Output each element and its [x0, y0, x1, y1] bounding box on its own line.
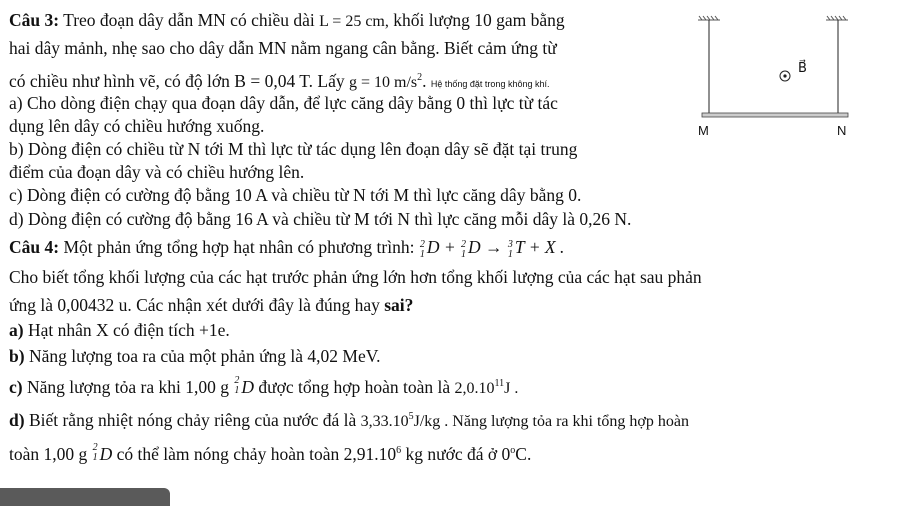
- q4-b: b) Năng lượng toa ra của một phản ứng là 4,02 MeV.: [9, 346, 381, 366]
- ceiling-right: [826, 16, 848, 20]
- q4-d1: d) Biết rằng nhiệt nóng chảy riêng của nước đá là 3,33.10$^5$J/kg . Năng lượng tỏa ra khi tổng hợp hoàn: [9, 409, 689, 430]
- q4-label: Câu 4:: [9, 237, 60, 257]
- q3-c: c) Dòng điện có cường độ bằng 10 A và chiều từ N tới M thì lực căng dây bằng 0.: [9, 185, 582, 205]
- q4-p1: Cho biết tổng khối lượng của các hạt trước phản ứng lớn hơn tổng khối lượng của các hạt sau phản: [9, 267, 702, 287]
- label-m: M: [698, 123, 709, 138]
- q3-line2: hai dây mảnh, nhẹ sao cho dây dẫn MN nằm ngang cân bằng. Biết cảm ứng từ: [9, 38, 557, 58]
- q3-d: d) Dòng điện có cường độ bằng 16 A và chiều từ M tới N thì lực căng mỗi dây là 0,26 N.: [9, 209, 632, 229]
- q3-a1: a) Cho dòng điện chạy qua đoạn dây dẫn, để lực căng dây bằng 0 thì lực từ tác: [9, 93, 558, 113]
- label-b: B⃗: [798, 60, 807, 75]
- q4-a: a) Hạt nhân X có điện tích +1e.: [9, 320, 230, 340]
- q3-g-exp: 2: [417, 72, 423, 83]
- q4-line1: [9, 237, 564, 258]
- bottom-bar: [0, 488, 170, 506]
- ceiling-left: [698, 16, 720, 20]
- q3-line1-rest: khối lượng 10 gam bằng: [393, 10, 565, 30]
- q3-figure-svg: [690, 10, 900, 150]
- q4-c: c) Năng lượng tỏa ra khi 1,00 g 2 1 D được tổng hợp hoàn toàn là 2,0.10$^{11}$J .: [9, 375, 519, 397]
- q4-p2: [9, 295, 413, 316]
- q4-intro: Một phản ứng tổng hợp hạt nhân có phương trình:: [63, 237, 415, 257]
- q3-note: Hệ thống đặt trong không khí.: [430, 78, 550, 89]
- q4-p2-a: ứng là 0,00432 u. Các nhận xét dưới đây là đúng hay: [9, 295, 380, 315]
- q3-length: L = 25 cm,: [319, 13, 389, 30]
- q3-line3-dot: .: [422, 70, 427, 91]
- q3-b2: điểm của đoạn dây và có chiều hướng lên.: [9, 162, 305, 182]
- q3-label: Câu 3:: [9, 10, 60, 30]
- q3-g-value: g = 10 m/s: [349, 73, 418, 91]
- q3-line1: [9, 10, 565, 32]
- q4-equation: 2 1 D + 2 1 D → 3 1 T + X .: [419, 237, 565, 260]
- q3-line3-a: có chiều như hình vẽ, có độ lớn B = 0,04 T. Lấy: [9, 70, 345, 91]
- wire-mn: [702, 113, 848, 117]
- q4-d2: toàn 1,00 g 2 1 D có thể làm nóng chảy hoàn toàn 2,91.10$^6$ kg nước đá ở 0$^o$C.: [9, 442, 532, 464]
- label-n: N: [837, 123, 847, 138]
- q3-line3: [9, 67, 549, 95]
- q3-figure: [690, 10, 900, 150]
- q3-b1: b) Dòng điện có chiều từ N tới M thì lực từ tác dụng lên đoạn dây sẽ đặt tại trung: [9, 139, 578, 159]
- q3-line1-text: Treo đoạn dây dẫn MN có chiều dài: [63, 10, 315, 30]
- q4-p2-b: sai?: [384, 295, 414, 315]
- q3-a2: dụng lên dây có chiều hướng xuống.: [9, 116, 265, 136]
